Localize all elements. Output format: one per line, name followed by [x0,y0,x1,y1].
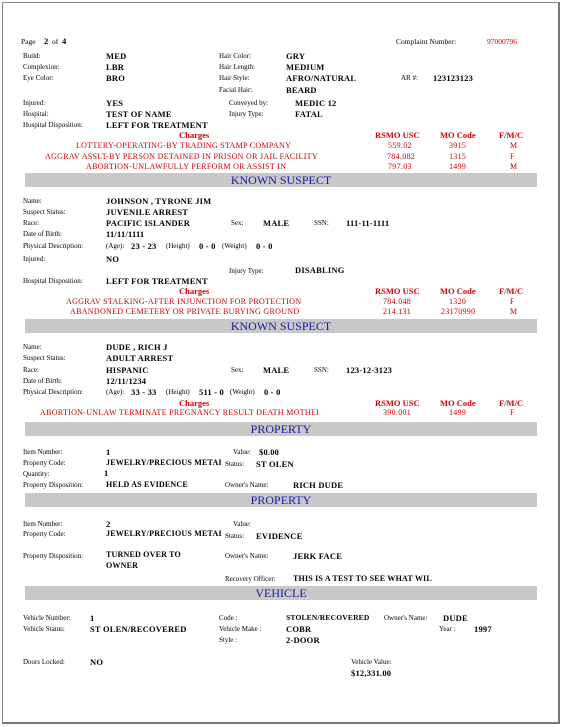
suspect-status-label: Suspect Status: [23,208,66,216]
suspect-name: DUDE , RICH J [106,342,168,352]
facial-hair-label: Facial Hair: [219,86,253,94]
owners-name-label: Owner's Name: [225,481,269,489]
suspect-hospital-disposition-label: Hospital Disposition: [23,277,83,285]
hair-style-value: AFRO/NATURAL [286,73,357,83]
charge-rsmo: 390.001 [383,408,412,417]
suspect-name: JOHNSON , TYRONE JIM [106,196,212,206]
build-value: MED [106,51,127,61]
page-label: Page [21,37,36,46]
value-value: $0.00 [259,447,280,457]
suspect-name-label: Name: [23,343,42,351]
charge-row: AGGRAV ASSLT-BY PERSON DETAINED IN PRISON OR JAIL FACILITY [45,152,318,161]
suspect-injury-type-label: Injury Type: [229,267,264,275]
report-page [2,2,560,724]
charge-mo: 1499 [449,162,467,171]
ssn-label: SSN: [314,366,329,374]
property-disposition-value: HELD AS EVIDENCE [106,480,188,489]
sex-label: Sex: [231,366,244,374]
mo-code-header: MO Code [440,130,476,140]
vehicle-owner-label: Owner's Name: [384,614,428,622]
ssn-value: 123-12-3123 [346,365,393,375]
mo-code-header: MO Code [440,398,476,408]
charge-row: AGGRAV STALKING-AFTER INJUNCTION FOR PROTECTION [66,297,302,306]
injured-label: Injured: [23,99,46,107]
charge-row: ABANDONED CEMETERY OR PRIVATE BURYING GROUND [70,307,300,316]
recovery-officer-value: THIS IS A TEST TO SEE WHAT WIL [293,574,432,583]
doors-locked-label: Doors Locked: [23,658,65,666]
hospital-disposition-label: Hospital Disposition: [23,121,83,129]
value-label: Value: [233,520,251,528]
suspect-status: JUVENILE ARREST [106,207,189,217]
item-number-value: 2 [106,519,111,529]
vehicle-status-value: ST OLEN/RECOVERED [90,624,187,634]
charge-mo: 3915 [449,141,467,150]
ar-label: AR #: [401,74,418,82]
vehicle-year-value: 1997 [474,624,492,634]
weight-label: (Weight) [222,242,247,250]
facial-hair-value: BEARD [286,85,317,95]
suspect-status: ADULT ARREST [106,353,174,363]
vehicle-year-label: Year : [439,625,456,633]
injury-type-label: Injury Type: [229,110,264,118]
dob-label: Date of Birth: [23,377,62,385]
known-suspect-band: KNOWN SUSPECT [25,319,537,333]
status-value: EVIDENCE [256,531,303,541]
suspect-status-label: Suspect Status: [23,354,66,362]
charge-mo: 1320 [449,297,467,306]
charge-rsmo: 559.02 [388,141,412,150]
injury-type-value: FATAL [295,109,323,119]
property-disposition-label: Property Disposition: [23,552,84,560]
charge-fmc: M [510,307,518,316]
suspect-injured-value: NO [106,254,120,264]
age-value: 33 - 33 [131,387,157,397]
owners-name-value: JERK FACE [293,551,343,561]
page-current: 2 [44,36,49,46]
height-value: 511 - 0 [199,387,225,397]
hair-color-label: Hair Color: [219,52,252,60]
eye-color-label: Eye Color: [23,74,54,82]
eye-color-value: BRO [106,73,126,83]
conveyed-label: Conveyed by: [229,99,269,107]
vehicle-owner-value: DUDE [443,613,468,623]
vehicle-number-label: Vehicle Number: [23,614,71,622]
item-number-label: Item Number: [23,520,63,528]
dob-value: 11/11/1111 [106,229,145,239]
property-code-value: JEWELRY/PRECIOUS METAI [106,529,222,538]
hospital-value: TEST OF NAME [106,109,172,119]
vehicle-style-label: Style : [219,636,238,644]
status-label: Status: [225,532,245,540]
fmc-header: F/M/C [499,398,524,408]
dob-value: 12/11/1234 [106,376,147,386]
vehicle-band: VEHICLE [25,586,537,600]
known-suspect-band: KNOWN SUSPECT [25,173,537,187]
mo-code-header: MO Code [440,286,476,296]
weight-value: 0 - 0 [256,241,273,251]
page-of-label: of [52,37,59,46]
weight-label: (Weight) [230,388,255,396]
fmc-header: F/M/C [499,130,524,140]
hair-color-value: GRY [286,51,306,61]
charge-mo: 23170990 [441,307,476,316]
charge-mo: 1315 [449,152,467,161]
charge-fmc: F [510,408,515,417]
complaint-number-value: 97000796 [487,37,517,46]
property-disposition-label: Property Disposition: [23,481,84,489]
property-band: PROPERTY [25,493,537,507]
weight-value: 0 - 0 [264,387,281,397]
suspect-hospital-disposition: LEFT FOR TREATMENT [106,276,208,286]
age-value: 23 - 23 [131,241,157,251]
rsmo-header: RSMO USC [375,286,420,296]
charge-row: ABORTION-UNLAWFULLY PERFORM OR ASSIST IN [86,162,287,171]
ar-value: 123123123 [433,73,474,83]
build-label: Build: [23,52,41,60]
charge-fmc: F [510,152,515,161]
charges-header: Charges [179,398,210,408]
rsmo-header: RSMO USC [375,130,420,140]
recovery-officer-label: Recovery Officer: [225,575,276,583]
value-label: Value: [233,448,251,456]
page-total: 4 [62,36,67,46]
age-label: (Age): [106,388,125,396]
suspect-injured-label: Injured: [23,255,46,263]
quantity-value: 1 [104,468,109,478]
vehicle-code-value: STOLEN/RECOVERED [286,613,370,622]
height-label: (Height) [166,388,190,396]
height-label: (Height) [166,242,190,250]
charge-rsmo: 784.082 [387,152,416,161]
vehicle-make-label: Vehicle Make : [219,625,262,633]
rsmo-header: RSMO USC [375,398,420,408]
property-code-value: JEWELRY/PRECIOUS METAI [106,458,222,467]
status-label: Status: [225,460,245,468]
race-label: Race: [23,366,39,374]
charge-rsmo: 784.048 [383,297,412,306]
item-number-value: 1 [106,447,111,457]
height-value: 0 - 0 [199,241,216,251]
charges-header: Charges [179,130,210,140]
hair-style-label: Hair Style: [219,74,250,82]
property-code-label: Property Code: [23,459,66,467]
conveyed-value: MEDIC 12 [295,98,337,108]
charges-header: Charges [179,286,210,296]
sex-label: Sex: [231,219,244,227]
charge-rsmo: 797.03 [388,162,412,171]
charge-row: ABORTION-UNLAW TERMINATE PREGNANCY RESULT DEATH MOTHEI [40,408,320,417]
vehicle-value-label: Vehicle Value: [351,658,392,666]
status-value: ST OLEN [256,459,294,469]
hospital-label: Hospital: [23,110,49,118]
suspect-injury-type-value: DISABLING [295,265,345,275]
vehicle-value-value: $12,331.00 [351,668,392,678]
ssn-label: SSN: [314,219,329,227]
physical-description-label: Physical Description: [23,242,84,250]
property-disposition-line2: OWNER [106,561,139,570]
vehicle-style-value: 2-DOOR [286,635,320,645]
charge-fmc: F [510,297,515,306]
dob-label: Date of Birth: [23,230,62,238]
complaint-number-label: Complaint Number: [396,37,457,46]
race-value: HISPANIC [106,365,149,375]
complexion-label: Complexion: [23,63,60,71]
injured-value: YES [106,98,124,108]
ssn-value: 111-11-1111 [346,218,390,228]
complexion-value: LBR [106,62,125,72]
doors-locked-value: NO [90,657,104,667]
charge-fmc: M [510,141,518,150]
charge-rsmo: 214.131 [383,307,412,316]
item-number-label: Item Number: [23,448,63,456]
suspect-name-label: Name: [23,197,42,205]
owners-name-value: RICH DUDE [293,480,344,490]
vehicle-number-value: 1 [90,613,95,623]
vehicle-make-value: COBR [286,624,312,634]
sex-value: MALE [263,218,290,228]
hair-length-value: MEDIUM [286,62,325,72]
physical-description-label: Physical Description: [23,388,84,396]
property-disposition-line1: TURNED OVER TO [106,550,181,559]
property-band: PROPERTY [25,422,537,436]
charge-row: LOTTERY-OPERATING-BY TRADING STAMP COMPANY [76,141,292,150]
vehicle-status-label: Vehicle Status: [23,625,65,633]
race-value: PACIFIC ISLANDER [106,218,191,228]
fmc-header: F/M/C [499,286,524,296]
hair-length-label: Hair Length: [219,63,255,71]
quantity-label: Quantity: [23,470,50,478]
sex-value: MALE [263,365,290,375]
vehicle-code-label: Code : [219,614,238,622]
age-label: (Age): [106,242,125,250]
charge-mo: 1499 [449,408,467,417]
owners-name-label: Owner's Name: [225,552,269,560]
charge-fmc: M [510,162,518,171]
hospital-disposition-value: LEFT FOR TREATMENT [106,120,208,130]
property-code-label: Property Code: [23,530,66,538]
race-label: Race: [23,219,39,227]
